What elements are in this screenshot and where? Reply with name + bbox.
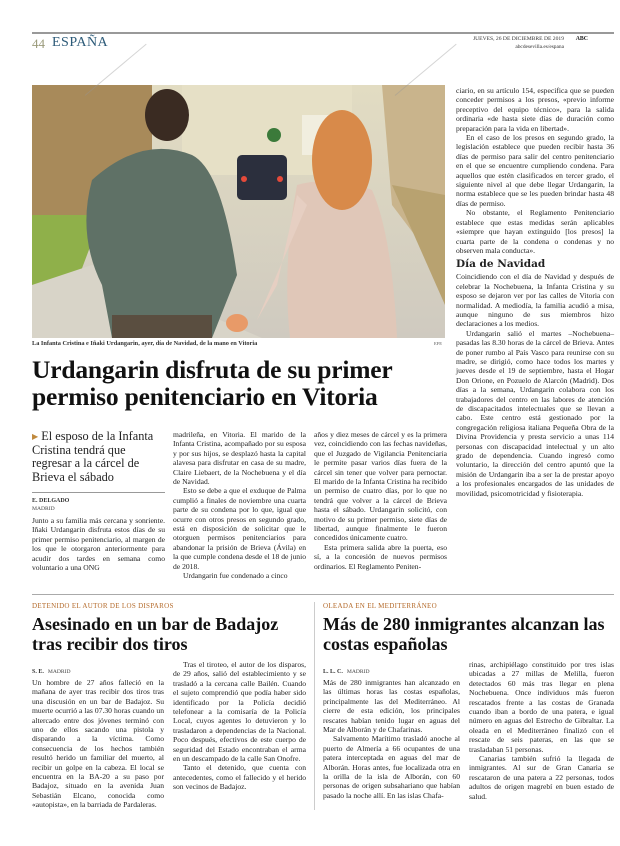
badajoz-body-col1 (32, 678, 164, 810)
badajoz-body-col2 (173, 660, 306, 792)
paragraph: Junto a su familia más cercana y sonriente. Iñaki Urdangarin disfruta estos días de su primer permiso penitenciario, al margen de los que le otorgaron anteriormente para acudir dos tardes en semana como voluntario a una ONG (32, 516, 165, 573)
badajoz-byline (32, 660, 164, 678)
byline-place: MADRID (346, 669, 370, 675)
paragraph: Coincidiendo con el día de Navidad y después de celebrar la Nochebuena, la Infanta Cristina y su esposo se dejaron ver por las calles de Vitoria con normalidad. A mediodía, la familia acudió a misa, aunque ninguno de sus miembros hizo declaraciones a los medios. (456, 272, 614, 329)
inmigrantes-article (323, 602, 614, 810)
subhead-text: El esposo de la Infanta Cristina tendrá que regresar a la cárcel de Brieva el sábado (32, 429, 154, 484)
paragraph: Urdangarin salió el martes –Nochebuena– pasadas las 8.30 horas de la cárcel de Brieva. Antes de poner rumbo al País Vasco para reunirse con su madre, se dirigió, como hace todos los martes y jueves desde el 19 de septiembre, hasta el Hogar Don Orione, en Pozuelo de Alarcón (Madrid). Dos días a la semana, Urdangarin colabora con los trabajadores del centro en las labores de atención de discapacitados intelectuales que se llevan a cabo. Este centro está gestionado por la congregación religiosa italiana Pequeña Obra de la Divina Providencia y presta servicio a unas 114 personas con discapacidad intelectual y un alto grado de dependencia. Cuando ingresó como voluntario, la dirección del centro apuntó que la misión de Urdangarin iba a ser la de prestar apoyo a los profesionales encargados de las unidades de movilidad, psicomotricidad y fisioterapia. (456, 328, 614, 498)
column-divider (314, 602, 315, 810)
main-subhead (32, 430, 165, 484)
paragraph: ciario, en su artículo 154, especifica que se pueden conceder permisos a los presos, «previo informe preceptivo del equipo técnico», para la salida ordinaria «de hasta siete días de duración como preparación para la vida en libertad». (456, 86, 614, 133)
inmigrantes-body-col1 (323, 678, 460, 800)
inmigrantes-byline (323, 660, 460, 678)
main-left-column (32, 430, 165, 572)
section-title: ESPAÑA (52, 35, 109, 50)
paragraph: años y diez meses de cárcel y es la primera vez, coincidiendo con las fechas navideñas, que el Juzgado de Vigilancia Penitenciaria le permite pasar varios días fuera de la cárcel sin tener que volver para pernoctar. El marido de la Infanta Cristina ha recibido un permiso de cuatro días, por lo que no tendrá que volver a la cárcel de Brieva hasta el sábado. Urdangarin solicitó, con motivo de su primer permiso, siete días de libertad, aunque finalmente le fueron concedidos únicamente cuatro. (314, 430, 447, 543)
byline-rule (32, 492, 165, 493)
main-photo (32, 85, 445, 338)
main-body-col2 (173, 430, 306, 581)
badajoz-kicker: DETENIDO EL AUTOR DE LOS DISPAROS (32, 602, 174, 610)
inmigrantes-left-column (323, 660, 460, 800)
main-byline-author: E. DELGADO (32, 498, 70, 504)
inmigrantes-kicker: OLEADA EN EL MEDITERRÁNEO (323, 602, 437, 610)
paragraph: Urdangarin fue condenado a cinco (183, 571, 288, 581)
header-rule (32, 32, 614, 34)
paragraph: En el caso de los presos en segundo grado, la legislación establece que pueden recibir hasta 36 días de permiso para salir del centro penitenciario en el que se encuentre cumpliendo condena. Para aquellos que estén clasificados en tercer grado, el siguiente nivel al que debe llegar Urdangarin, la norma establece que se les pueden brindar hasta 48 días de permiso. (456, 133, 614, 208)
paragraph: Esta primera salida abre la puerta, eso sí, a la concesión de nuevos permisos ordinarios. El Reglamento Peniten- (314, 542, 447, 571)
brand-name: ABC (575, 36, 588, 42)
main-body-col4 (456, 86, 614, 498)
byline-place: MADRID (47, 669, 71, 675)
paragraph: rinas, archipiélago constituido por tres islas ubicadas a 27 millas de Melilla, fueron detectados 60 más tras llegar en plena Nochebuena. Once individuos más fueron rescatados frente a las costas de Granada cuando iban a bordo de una patera, e igual número en aguas del Estrecho de Gibraltar. La oleada en el Mediterráneo finalizó con el rescate de seis pateras, en las que se trasladaban 51 personas. (469, 660, 614, 754)
inmigrantes-headline: Más de 280 inmigrantes alcanzan las costas españolas (323, 614, 605, 654)
main-headline: Urdangarin disfruta de su primer permiso penitenciario en Vitoria (32, 355, 393, 411)
subsection-heading: Día de Navidad (456, 258, 546, 271)
badajoz-article (32, 602, 306, 810)
paragraph: Un hombre de 27 años falleció en la mañana de ayer tras recibir dos tiros tras una discusión en un bar de Badajoz. Su muerte ocurrió a las 07.30 horas cuando un altercado entre dos jóvenes terminó con uno de ellos sacando una pistola y disparando a la víctima. Como consecuencia de los hechos también resultó herido un familiar del muerto, al recibir un golpe en la cabeza. El local se encuentra en la BA-20 a su paso por Badajoz, situado en la avenida Juan Sebastián Elcano, conocida como «autopista», en la barriada de Pardaleras. (32, 678, 164, 810)
page-number: 44 (32, 36, 45, 51)
photo-couple-walking (32, 85, 445, 338)
section-url[interactable]: abcdesevilla.es/espana (515, 44, 564, 50)
badajoz-headline: Asesinado en un bar de Badajoz tras recibir dos tiros (32, 614, 279, 654)
main-body-col3 (314, 430, 447, 571)
byline-author: S. E. (32, 669, 44, 675)
byline-author: L. L. C. (323, 669, 343, 675)
main-byline-place: MADRID (32, 506, 55, 512)
paragraph: Más de 280 inmigrantes han alcanzado en las últimas horas las costas españolas, principalmente las del Mediterráneo. Al cierre de esta edición, los principales rescates habían tenido lugar en aguas del Mar de Alborán y de Chafarinas. (323, 678, 460, 735)
paragraph: Canarias también sufrió la llegada de inmigrantes. Al sur de Gran Canaria se rescataron de una patera a 22 personas, todos adultos de origen magrebí en buen estado de salud. (469, 754, 614, 801)
inmigrantes-columns (323, 660, 614, 801)
issue-date: JUEVES, 26 DE DICIEMBRE DE 2019 (472, 36, 564, 42)
paragraph: No obstante, el Reglamento Penitenciario establece que estas medidas serán aplicables «siempre que hayan extinguido [los presos] la cuarta parte de la condena o condenas y no observen mala conducta». (456, 208, 614, 255)
paragraph: Esto se debe a que el exduque de Palma cumplió a finales de noviembre una cuarta parte de su condena por lo que, igual que ocurre con otros presos en segundo grado, está en disposición de solicitar que le otorguen permisos penitenciarios para abandonar la prisión de Brieva (Ávila) en la que cumple condena desde el 18 de junio de 2018. (173, 486, 306, 571)
inmigrantes-body-col2 (469, 660, 614, 801)
section-divider (32, 594, 614, 595)
photo-caption: La Infanta Cristina e Iñaki Urdangarin, ayer, día de Navidad, de la mano en Vitoria (32, 340, 258, 347)
main-body-col1 (32, 516, 165, 572)
triangle-bullet-icon: ▶ (32, 432, 39, 441)
paragraph: madrileña, en Vitoria. El marido de la Infanta Cristina, acompañado por su esposa y por sus hijos, se desplazó hasta la capital alavesa para disfrutar en casa de su madre, Claire Liebaert, de la Nochebuena y el día de Navidad. (173, 430, 306, 487)
paragraph: Tras el tiroteo, el autor de los disparos, de 29 años, salió del establecimiento y se trasladó a la cercana calle Bailén. Cuando el sujeto comprendió que podía haber sido identificado por la Policía decidió telefonear a la comisaría de la Policía Local, cuyos agentes lo detuvieron y lo trasladaron a dependencias de la Nacional. Poco después, efectivos de este cuerpo de seguridad del Estado encontraban el arma en un descampado de la calle San Onofre. (173, 660, 306, 764)
paragraph: Tanto el detenido, que cuenta con antecedentes, como el fallecido y el herido son vecinos de Badajoz. (173, 763, 306, 792)
badajoz-columns (32, 660, 306, 810)
bottom-articles (32, 602, 614, 810)
main-body-columns (32, 430, 447, 581)
badajoz-left-column (32, 660, 164, 810)
paragraph: Salvamento Marítimo trasladó anoche al puerto de Almería a 66 ocupantes de una patera interceptada en aguas del mar de Alborán. Horas antes, fue localizada otra en la orilla de la isla de Alborán, con 60 personas de origen subsahariano que habían pasado la noche allí. En las islas Chafa- (323, 734, 460, 800)
photo-credit: EFE (434, 341, 443, 346)
